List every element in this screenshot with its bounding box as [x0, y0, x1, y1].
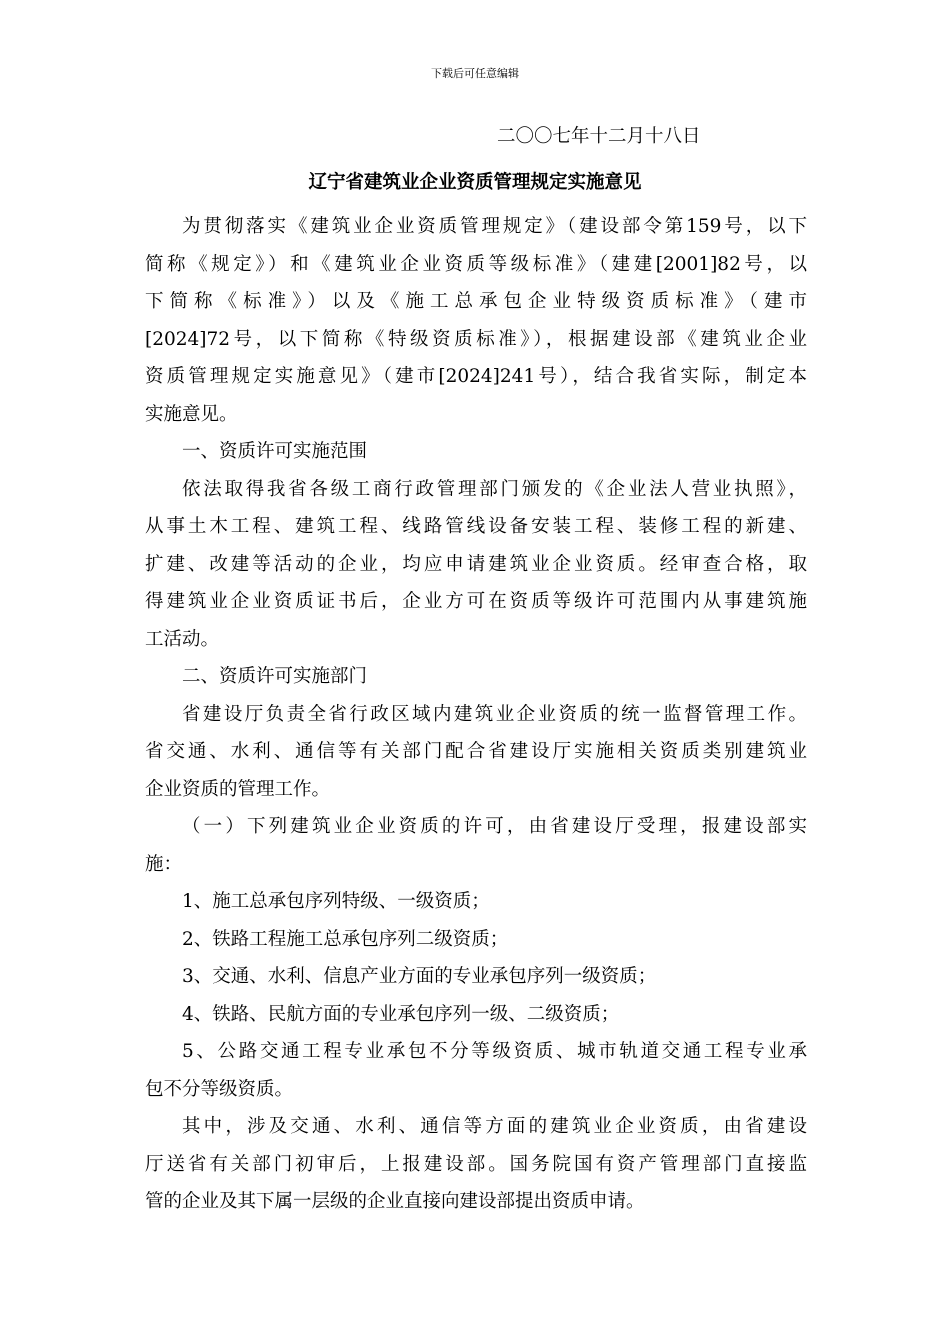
text-line: 简称《规定》）和《建筑业企业资质等级标准》（建建[2001]82号，以	[145, 253, 807, 275]
text-line: 厅送省有关部门初审后，上报建设部。国务院国有资产管理部门直接监	[145, 1153, 807, 1175]
text-line: 二、资质许可实施部门	[182, 666, 368, 687]
text-line: 其中，涉及交通、水利、通信等方面的建筑业企业资质，由省建设	[182, 1116, 807, 1137]
text-line: 管的企业及其下属一层级的企业直接向建设部提出资质申请。	[145, 1191, 645, 1212]
text-line: 为贯彻落实《建筑业企业资质管理规定》（建设部令第159号，以下	[182, 216, 807, 237]
document-date: 二〇〇七年十二月十八日	[497, 126, 701, 147]
text-line: 企业资质的管理工作。	[145, 778, 331, 800]
document-title: 辽宁省建筑业企业资质管理规定实施意见	[308, 172, 642, 193]
text-line: [2024]72号，以下简称《特级资质标准》），根据建设部《建筑业企业	[145, 328, 807, 350]
text-line: 实施意见。	[145, 403, 238, 425]
text-line: 3、交通、水利、信息产业方面的专业承包序列一级资质；	[182, 966, 657, 987]
text-line: 依法取得我省各级工商行政管理部门颁发的《企业法人营业执照》，	[182, 478, 807, 500]
header-note: 下载后可任意编辑	[431, 67, 519, 80]
text-line: 得建筑业企业资质证书后，企业方可在资质等级许可范围内从事建筑施	[145, 591, 807, 612]
text-line: 资质管理规定实施意见》（建市[2024]241号），结合我省实际，制定本	[145, 366, 807, 387]
text-line: 扩建、改建等活动的企业，均应申请建筑业企业资质。经审查合格，取	[145, 553, 807, 575]
text-line: 2、铁路工程施工总承包序列二级资质；	[182, 928, 509, 950]
text-line: 包不分等级资质。	[145, 1078, 294, 1100]
text-line: 1、施工总承包序列特级、一级资质；	[182, 891, 490, 912]
text-line: 省交通、水利、通信等有关部门配合省建设厅实施相关资质类别建筑业	[145, 741, 807, 762]
text-line: 省建设厅负责全省行政区域内建筑业企业资质的统一监督管理工作。	[182, 703, 807, 725]
text-line: 下简称《标准》）以及《施工总承包企业特级资质标准》（建市	[145, 291, 807, 312]
document-body	[145, 208, 807, 1221]
text-line: 4、铁路、民航方面的专业承包序列一级、二级资质；	[182, 1003, 620, 1025]
text-line: 一、资质许可实施范围	[182, 441, 368, 462]
text-line: 工活动。	[145, 628, 220, 650]
text-line: 施：	[145, 853, 183, 875]
text-line: （一）下列建筑业企业资质的许可，由省建设厅受理，报建设部实	[182, 816, 807, 837]
text-line: 从事土木工程、建筑工程、线路管线设备安装工程、装修工程的新建、	[145, 516, 807, 537]
text-line: 5、公路交通工程专业承包不分等级资质、城市轨道交通工程专业承	[182, 1041, 807, 1062]
